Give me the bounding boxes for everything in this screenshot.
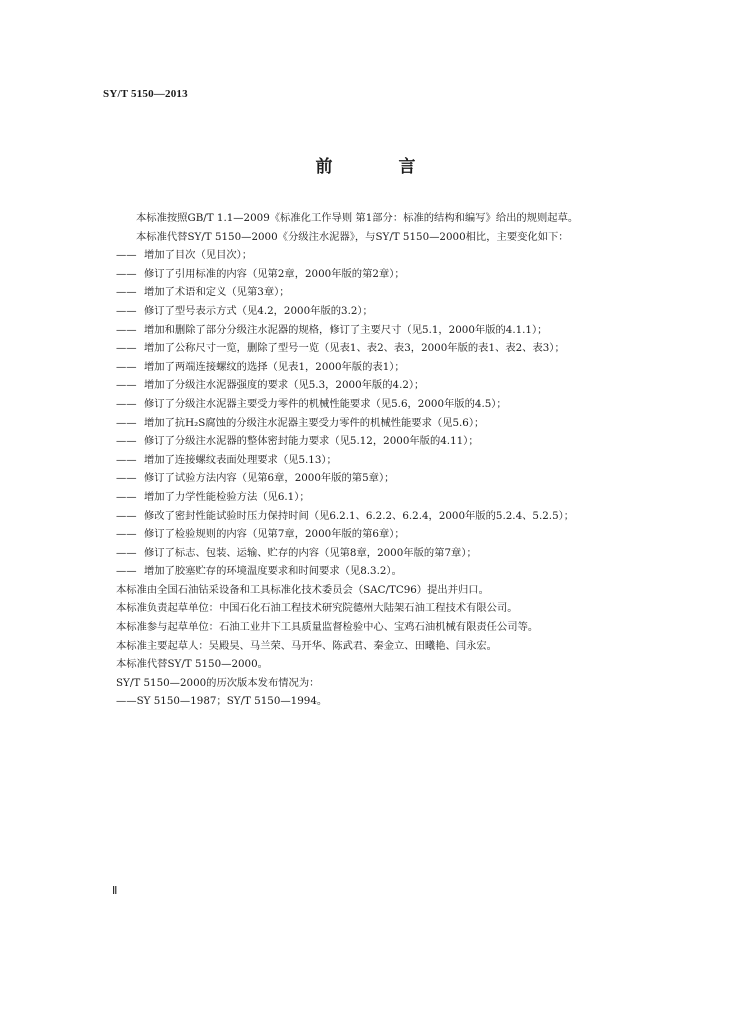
list-item: —— 增加了力学性能检验方法（见6.1）； [116, 490, 310, 503]
foreword-body [116, 209, 632, 711]
list-item: —— 增加和删除了部分分级注水泥器的规格，修订了主要尺寸（见5.1，2000年版的4.1.1）； [116, 323, 548, 336]
closing-paragraph: 本标准代替SY/T 5150—2000。 [116, 658, 268, 671]
standard-code: SY/T 5150—2013 [103, 88, 188, 100]
closing-paragraph: 本标准负责起草单位：中国石化石油工程技术研究院德州大陆架石油工程技术有限公司。 [116, 602, 518, 615]
intro-paragraph: 本标准代替SY/T 5150—2000《分级注水泥器》，与SY/T 5150—2000相比，主要变化如下： [136, 230, 569, 243]
closing-paragraph: 本标准主要起草人：吴殿昊、马兰荣、马开华、陈武君、秦金立、田曦艳、闫永宏。 [116, 639, 497, 652]
list-item: —— 增加了术语和定义（见第3章）； [116, 286, 290, 299]
list-item: —— 增加了分级注水泥器强度的要求（见5.3，2000年版的4.2）； [116, 379, 425, 392]
list-item: —— 修订了标志、包装、运输、贮存的内容（见第8章，2000年版的第7章）； [116, 546, 477, 559]
intro-paragraph: 本标准按照GB/T 1.1—2009《标准化工作导则 第1部分：标准的结构和编写》给出的规则起草。 [136, 212, 579, 224]
list-item: —— 修订了检验规则的内容（见第7章，2000年版的第6章）； [116, 528, 405, 541]
list-item: —— 修改了密封性能试验时压力保持时间（见6.2.1、6.2.2、6.2.4，2000年版的5.2.4、5.2.5）； [116, 509, 575, 522]
list-item: —— 修订了引用标准的内容（见第2章，2000年版的第2章）； [116, 267, 405, 280]
closing-paragraph: 本标准参与起草单位：石油工业井下工具质量监督检验中心、宝鸡石油机械有限责任公司等。 [116, 621, 539, 634]
closing-paragraph: 本标准由全国石油钻采设备和工具标准化技术委员会（SAC/TC96）提出并归口。 [116, 583, 489, 596]
list-item: —— 增加了目次（见目次）； [116, 249, 253, 262]
page-number: Ⅱ [112, 885, 118, 897]
history-heading: SY/T 5150—2000的历次版本发布情况为： [116, 676, 320, 689]
list-item: —— 增加了胶塞贮存的环境温度要求和时间要求（见8.3.2）。 [116, 565, 402, 578]
history-item: ——SY 5150—1987；SY/T 5150—1994。 [116, 695, 328, 708]
list-item: —— 修订了型号表示方式（见4.2，2000年版的3.2）； [116, 304, 373, 317]
list-item: —— 增加了抗H₂S腐蚀的分级注水泥器主要受力零件的机械性能要求（见5.6）； [116, 416, 485, 429]
list-item: —— 修订了分级注水泥器的整体密封能力要求（见5.12，2000年版的4.11）； [116, 435, 479, 448]
list-item: —— 增加了公称尺寸一览，删除了型号一览（见表1、表2、表3，2000年版的表1、表2、表3）； [116, 342, 565, 355]
list-item: —— 修订了分级注水泥器主要受力零件的机械性能要求（见5.6，2000年版的4.5）； [116, 397, 507, 410]
changes-list [116, 246, 632, 581]
list-item: —— 增加了两端连接螺纹的选择（见表1，2000年版的表1）； [116, 360, 405, 373]
list-item: —— 修订了试验方法内容（见第6章，2000年版的第5章）； [116, 472, 395, 485]
list-item: —— 增加了连接螺纹表面处理要求（见5.13）； [116, 453, 337, 466]
page-title: 前 言 [315, 157, 446, 177]
